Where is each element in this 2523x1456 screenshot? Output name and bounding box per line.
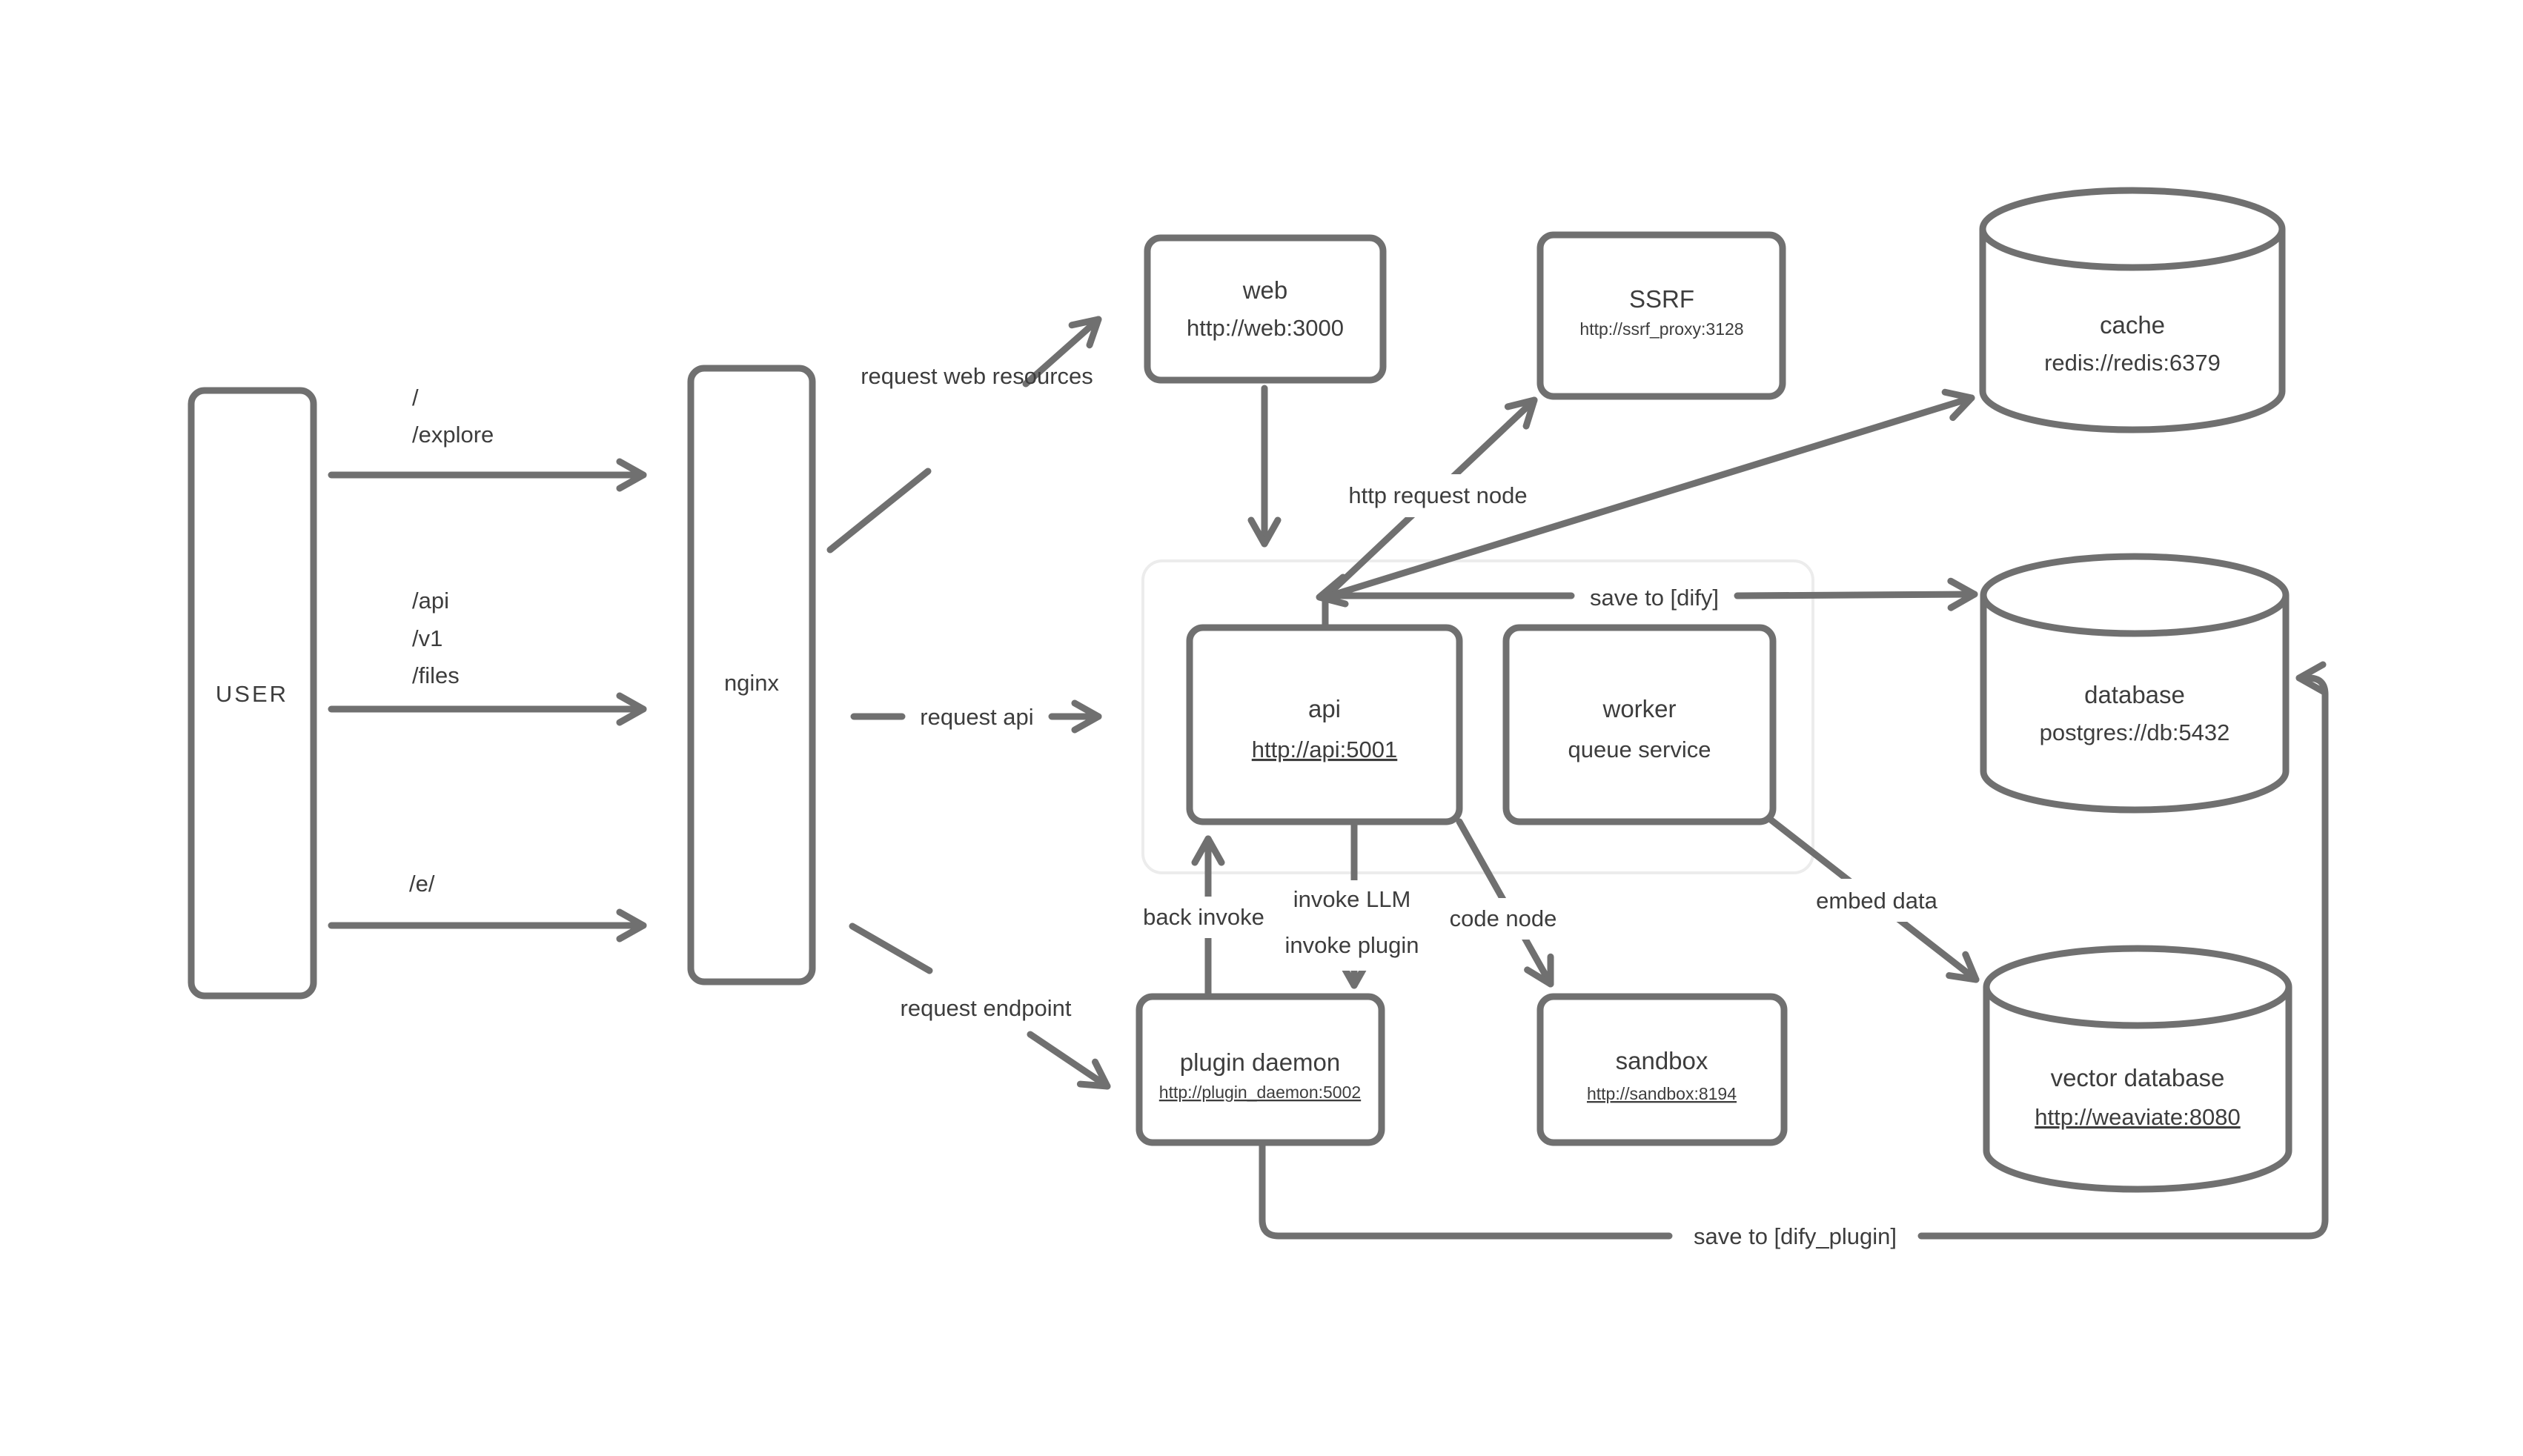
database-cylinder-top [1983,556,2286,634]
edge-label-embed-data: embed data [1816,888,1937,914]
worker-box [1506,628,1773,822]
route-api: /api [412,588,449,614]
edge-label-request-web-resources: request web resources [861,363,1093,389]
edge-label-http-request-node: http request node [1348,482,1528,508]
edge-label-save-to-dify: save to [dify] [1589,585,1720,611]
node-vector-database [1986,948,2289,1189]
node-plugin-daemon [1139,997,1382,1143]
plugin-daemon-title: plugin daemon [1179,1048,1341,1076]
cache-cylinder-top [1983,190,2282,267]
route-v1: /v1 [412,625,443,651]
vector-database-title: vector database [2050,1064,2225,1091]
node-nginx [691,368,812,982]
node-sandbox [1540,997,1784,1143]
node-cache [1983,190,2282,430]
web-box [1147,238,1383,380]
edge-label-invoke-plugin: invoke plugin [1284,932,1419,958]
route-root: / [412,385,419,410]
api-url: http://api:5001 [1251,737,1398,762]
edge-label-invoke-llm: invoke LLM [1293,886,1411,912]
sandbox-title: sandbox [1615,1047,1708,1074]
edge-plugin-db-tail [1262,1144,1669,1236]
edge-nginx-web-tail [830,471,928,550]
cache-title: cache [2099,311,2166,339]
vector-database-cylinder-top [1986,948,2289,1025]
node-user [191,390,314,996]
route-files: /files [412,662,460,688]
ssrf-box [1540,235,1783,396]
nginx-label: nginx [723,670,780,696]
cache-url: redis://redis:6379 [2044,350,2221,376]
edge-nginx-plugin-head [1030,1034,1107,1086]
plugin-daemon-url: http://plugin_daemon:5002 [1158,1083,1362,1102]
route-labels [409,385,494,897]
database-title: database [2084,681,2185,708]
node-ssrf [1540,235,1783,396]
ssrf-url: http://ssrf_proxy:3128 [1579,319,1744,339]
web-title: web [1242,276,1288,304]
node-api [1190,628,1459,822]
worker-title: worker [1602,695,1677,722]
ssrf-title: SSRF [1628,285,1695,313]
user-label: USER [215,681,289,707]
sandbox-url: http://sandbox:8194 [1586,1084,1737,1103]
route-e: /e/ [409,871,435,897]
edge-label-back-invoke: back invoke [1143,904,1264,930]
node-worker [1506,628,1773,822]
edge-label-save-to-dify-plugin: save to [dify_plugin] [1693,1223,1897,1249]
node-web [1147,238,1383,380]
worker-subtitle: queue service [1568,737,1711,762]
node-database [1983,556,2286,810]
edge-api-db-head [1737,594,1975,596]
edge-label-request-endpoint: request endpoint [900,995,1072,1021]
vector-database-url: http://weaviate:8080 [2035,1104,2241,1130]
web-url: http://web:3000 [1187,315,1344,341]
api-box [1190,628,1459,822]
route-explore: /explore [412,422,494,448]
edge-nginx-plugin-tail [852,926,929,971]
edge-label-code-node: code node [1449,905,1557,931]
api-title: api [1307,695,1342,722]
database-url: postgres://db:5432 [2039,719,2230,745]
edge-label-request-api: request api [920,704,1034,730]
